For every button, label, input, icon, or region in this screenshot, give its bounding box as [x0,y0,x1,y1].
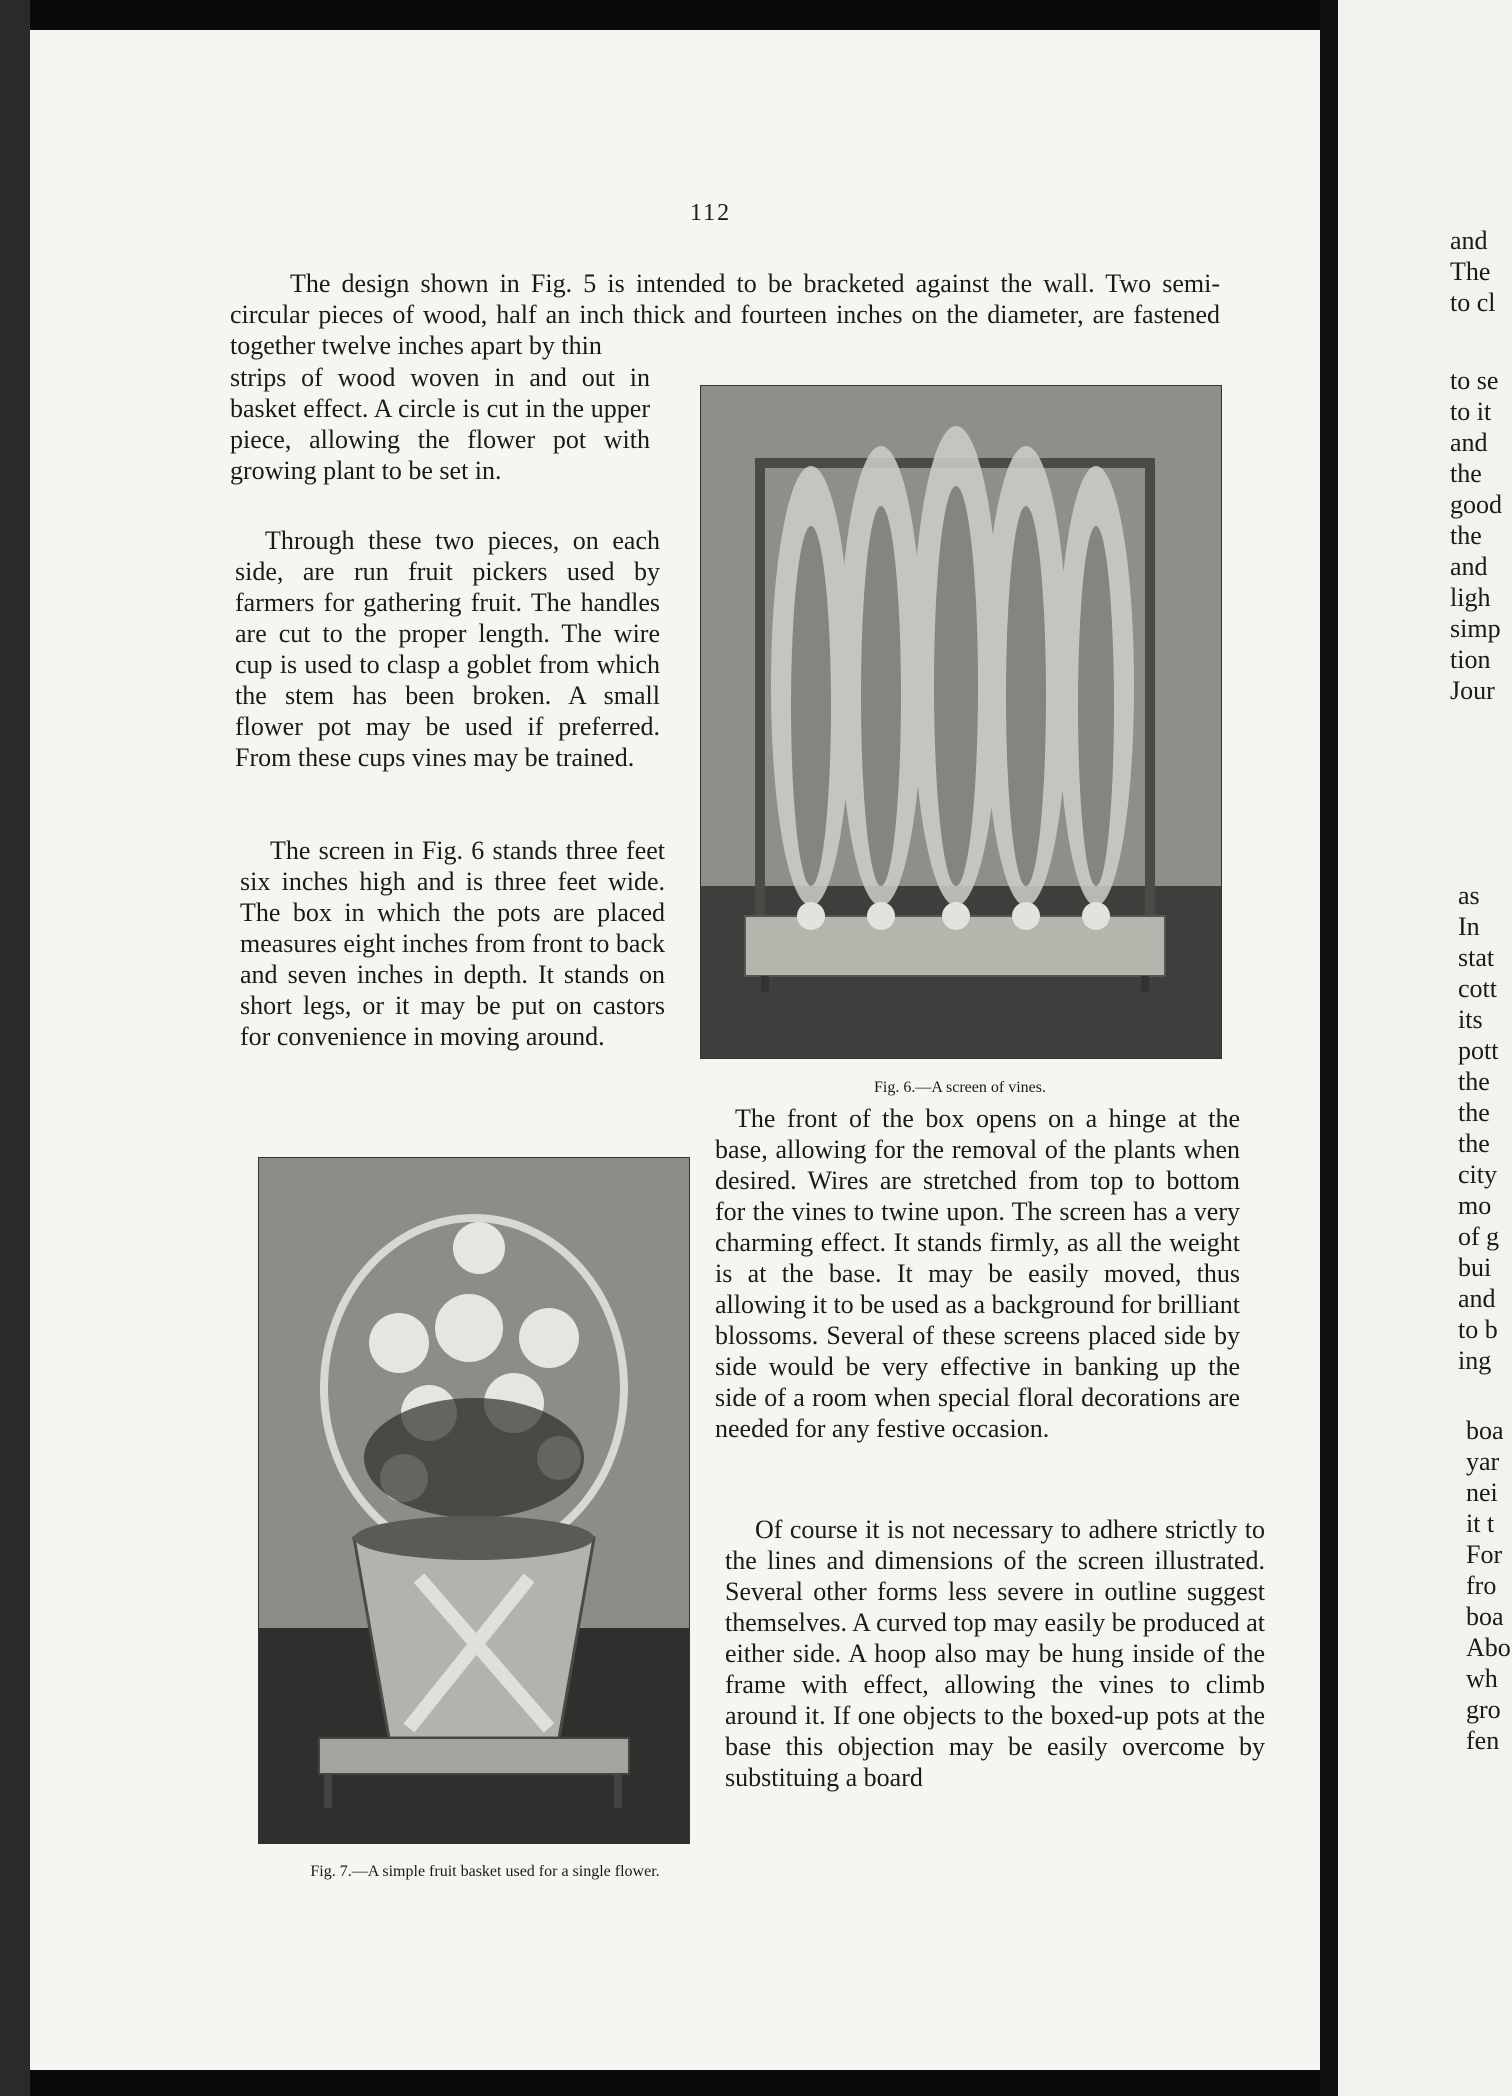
figure-6-vine-screen [700,385,1222,1059]
intro-paragraph: The design shown in Fig. 5 is intended to be bracketed against the wall. Two semi-circular pieces of wood, half an inch thick and fourteen inches on the diameter, are fastened together twelve inches apart by thin [230,269,1220,360]
facing-page-text-lower: as In stat cott its pott the the the city mo of g bui and to b ing [1458,881,1500,1375]
left-column-paragraph-1: strips of wood woven in and out in basket effect. A circle is cut in the upper piece, allowing the flower pot with growing plant to be set in. [230,363,650,485]
figure-7-flower-basket [258,1157,690,1844]
left-column-paragraph-3: The screen in Fig. 6 stands three feet six inches high and is three feet wide. The box in which the pots are placed measures eight inches from front to back and seven inches in depth. It stands on short legs, or it may be put on castors for convenience in moving around. [240,836,665,1051]
figure-6-caption: Fig. 6.—A screen of vines. [874,1079,1046,1096]
facing-page-text-bottom: boa yar nei it t For fro boa Abo wh gro fen [1466,1416,1511,1755]
right-column-paragraph-1: The front of the box opens on a hinge at the base, allowing for the removal of the plants when desired. Wires are stretched from top to bottom for the vines to twine upon. The screen has a very charming effect. It stands firmly, as all the weight is at the base. It may be easily moved, thus allowing it to be used as a background for brilliant blossoms. Several of these screens placed side by side would be very effective in banking up the side of a room when special floral decorations are needed for any festive occasion. [715,1104,1240,1443]
book-gutter [1320,0,1338,2096]
right-column-paragraph-2: Of course it is not necessary to adhere strictly to the lines and dimensions of the screen illustrated. Several other forms less severe in outline suggest themselves. A curved top may easily be produced at either side. A hoop also may be hung inside of the frame with effect, allowing the vines to climb around it. If one objects to the boxed-up pots at the base this objection may be easily overcome by substituing a board [725,1515,1265,1792]
page-edge [0,0,30,2096]
facing-page-text-middle: to se to it and the good the and ligh simp tion Jour [1450,366,1502,705]
page-number: 112 [690,200,732,226]
figure-7-caption: Fig. 7.—A simple fruit basket used for a single flower. [310,1863,660,1880]
vine-screen-illustration [701,386,1221,1058]
left-column-paragraph-2: Through these two pieces, on each side, are run fruit pickers used by farmers for gathering fruit. The handles are cut to the proper length. The wire cup is used to clasp a goblet from which the stem has been broken. A small flower pot may be used if preferred. From these cups vines may be trained. [235,526,660,772]
flower-basket-illustration [259,1158,689,1843]
facing-page-text-top: and The to cl [1450,226,1496,317]
